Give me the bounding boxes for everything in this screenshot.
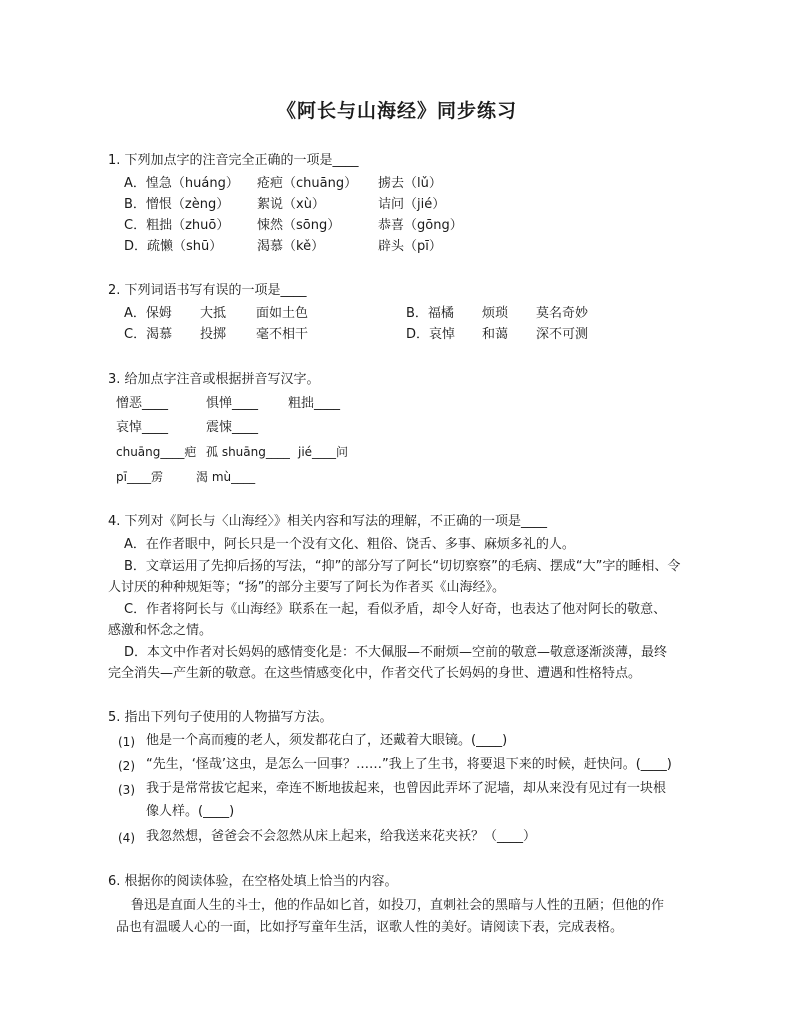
q2-option-d-word3: 深不可测: [536, 327, 589, 342]
q5-item-text: 我忽然想，爸爸会不会忽然从床上起来，给我送来花夹袄？（____）: [146, 829, 537, 844]
q1-option-d: D．疏懒（shū）: [124, 239, 223, 254]
q2-option-a-word2: 大抵: [200, 306, 227, 321]
q3-item: 哀悼____: [116, 420, 169, 435]
q3-item: 惧惮____: [206, 396, 259, 411]
q2-option-b-word2: 烦琐: [482, 306, 509, 321]
q4-option-d: D．本文中作者对长妈妈的感情变化是：不大佩服—不耐烦—空前的敬意—敬意逐渐淡薄，最终: [124, 645, 668, 660]
q5-item-text-cont: 像人样。(____): [146, 804, 235, 819]
q4-option-b: B．文章运用了先抑后扬的写法，“抑”的部分写了阿长“切切察察”的毛病、摆成“大”字的睡相、令: [124, 559, 681, 574]
q1-option-a-word3: 掳去（lǔ）: [378, 176, 442, 191]
q1-option-b-word3: 诘问（jié）: [378, 197, 446, 212]
q4-option-c-cont: 感激和怀念之情。: [108, 623, 213, 638]
q1-option-b-word2: 絮说（xù）: [257, 197, 325, 212]
q5-item-text: 我于是常常拔它起来，牵连不断地拔起来，也曾因此弄坏了泥墙，却从来没有见过有一块根: [146, 781, 667, 796]
question-2-stem: 2. 下列词语书写有误的一项是____: [108, 283, 307, 298]
q6-paragraph-line-2: 品也有温暖人心的一面，比如抒写童年生活，讴歌人性的美好。请阅读下表，完成表格。: [116, 920, 624, 935]
page-title: 《阿长与山海经》同步练习: [276, 100, 517, 122]
q3-item: jié____问: [298, 445, 349, 459]
q1-option-a-word2: 疮疤（chuāng）: [257, 176, 358, 191]
q1-option-d-word3: 辟头（pī）: [378, 239, 442, 254]
q2-option-b-word3: 莫名奇妙: [536, 306, 589, 321]
q3-item: pī____雳: [116, 470, 163, 484]
q4-option-c: C．作者将阿长与《山海经》联系在一起，看似矛盾，却令人好奇，也表达了他对阿长的敬意、: [124, 602, 667, 617]
q1-option-c: C．粗拙（zhuō）: [124, 218, 230, 233]
q1-option-d-word2: 渴慕（kě）: [257, 239, 325, 254]
q5-item-number: (4): [118, 831, 135, 845]
q5-item-number: (2): [118, 759, 135, 773]
q1-option-c-word2: 悚然（sōng）: [257, 218, 341, 233]
q5-item-number: (3): [118, 783, 135, 797]
q1-option-c-word3: 恭喜（gōng）: [378, 218, 463, 233]
q3-item: 粗拙____: [288, 396, 341, 411]
q5-item-number: (1): [118, 735, 135, 749]
q2-option-c-word2: 投掷: [200, 327, 227, 342]
q3-item: 孤 shuāng____: [206, 445, 290, 459]
q2-option-c: C．渴慕: [124, 327, 173, 342]
q3-item: 憎恶____: [116, 396, 169, 411]
q4-option-d-cont: 完全消失—产生新的敬意。在这些情感变化中，作者交代了长妈妈的身世、遭遇和性格特点。: [108, 666, 642, 681]
q4-option-a: A．在作者眼中，阿长只是一个没有文化、粗俗、饶舌、多事、麻烦多礼的人。: [124, 537, 575, 552]
q3-item: 震悚____: [206, 420, 259, 435]
q3-item: 渴 mù____: [196, 470, 256, 484]
question-5-stem: 5. 指出下列句子使用的人物描写方法。: [108, 710, 333, 725]
question-4-stem: 4. 下列对《阿长与〈山海经〉》相关内容和写法的理解，不正确的一项是____: [108, 514, 548, 529]
q3-item: chuāng____疤: [116, 445, 197, 459]
q1-option-b: B．憎恨（zèng）: [124, 197, 230, 212]
question-1-stem: 1. 下列加点字的注音完全正确的一项是____: [108, 153, 359, 168]
q6-paragraph-line-1: 鲁迅是直面人生的斗士，他的作品如匕首，如投刀，直刺社会的黑暗与人性的丑陋；但他的作: [131, 898, 665, 913]
question-6-stem: 6. 根据你的阅读体验，在空格处填上恰当的内容。: [108, 874, 398, 889]
q2-option-a-word3: 面如土色: [256, 306, 309, 321]
question-3-stem: 3. 给加点字注音或根据拼音写汉字。: [108, 372, 320, 387]
q2-option-b: B．福橘: [406, 306, 454, 321]
q4-option-b-cont: 人讨厌的种种规矩等；“扬”的部分主要写了阿长为作者买《山海经》。: [108, 580, 505, 595]
q2-option-d: D．哀悼: [406, 327, 456, 342]
q5-item-text: “先生，‘怪哉’这虫，是怎么一回事？……”我上了生书，将要退下来的时候，赶快问。(____): [146, 757, 672, 772]
q1-option-a: A．惶急（huáng）: [124, 176, 239, 191]
q2-option-d-word2: 和蔼: [482, 327, 509, 342]
q5-item-text: 他是一个高而瘦的老人，须发都花白了，还戴着大眼镜。(____): [146, 733, 508, 748]
q2-option-a: A．保姆: [124, 306, 172, 321]
q2-option-c-word3: 毫不相干: [256, 327, 309, 342]
